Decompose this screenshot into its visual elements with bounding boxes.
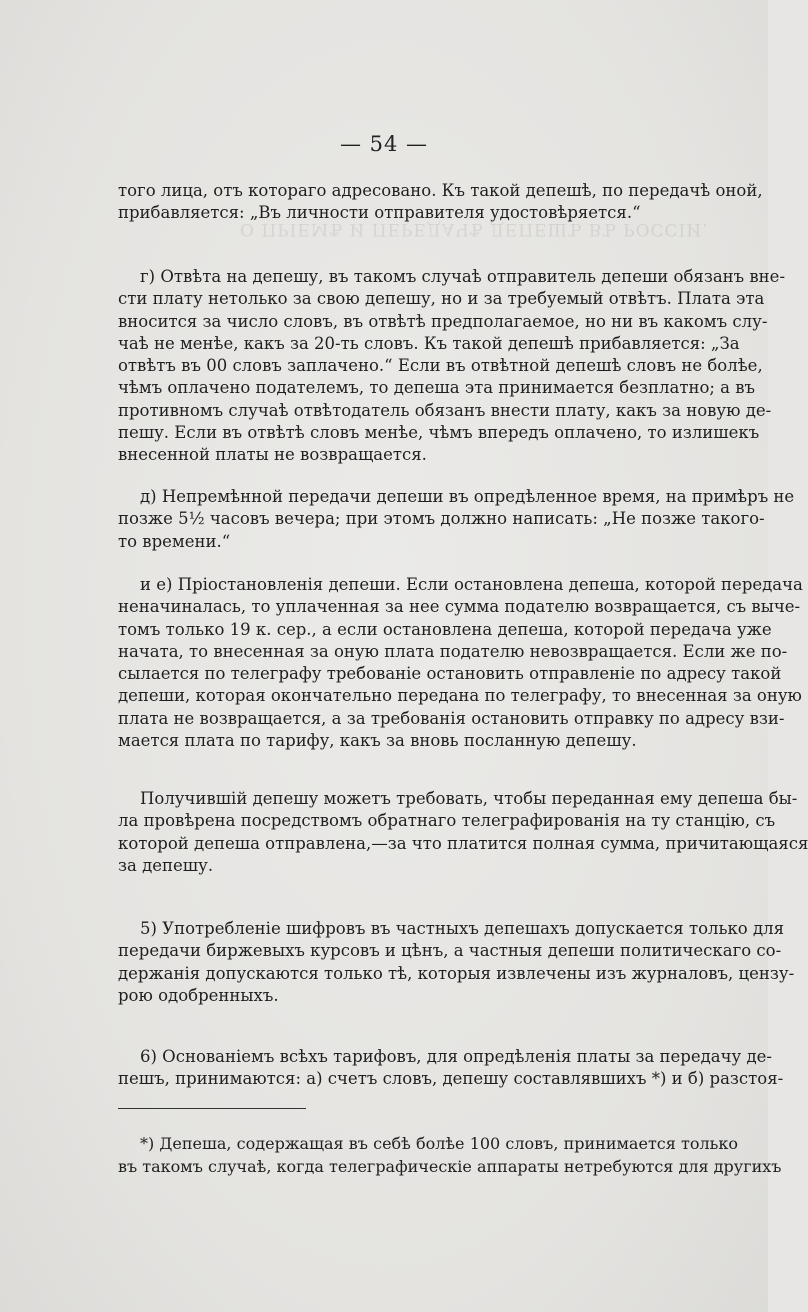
paragraph-3 [118,486,795,553]
text-line: чаѣ не менѣе, какъ за 20-ть словъ. Къ такой депешѣ прибавляется: „За [118,333,740,353]
text-line: за депешу. [118,855,214,875]
text-line: ла провѣрена посредствомъ обратнаго телеграфированія на ту станцію, съ [118,811,776,831]
text-line: сылается по телеграфу требованіе остановить отправленіе по адресу такой [118,664,782,684]
text-line: неначиналась, то уплаченная за нее сумма подателю возвращается, съ выче- [118,597,801,617]
text-line: прибавляется: „Въ личности отправителя удостовѣряется.“ [118,203,641,223]
paragraph-2 [118,266,786,467]
text-line: депеши, которая окончательно передана по телеграфу, то внесенная за оную [118,686,802,706]
text-line: передачи биржевыхъ курсовъ и цѣнъ, а частныя депеши политическаго со- [118,941,782,961]
paragraph-4 [118,574,803,752]
text-line: отвѣтъ въ 00 словъ заплачено.“ Если въ отвѣтной депешѣ словъ не болѣе, [118,356,763,376]
text-line: томъ только 19 к. сер., а если остановлена депеша, которой передача уже [118,619,772,639]
text-line: и е) Пріостановленія депеши. Если остановлена депеша, которой передача [140,575,803,594]
text-line: д) Непремѣнной передачи депеши въ опредѣленное время, на примѣръ не [140,487,795,506]
bleed-through-heading: О ПРІЕМѢ И ПЕРЕДАЧѢ ДЕПЕШЪ ВЪ РОССІИ. [240,219,709,239]
footnote [118,1132,782,1178]
paragraph-5 [118,788,808,877]
text-line: плата не возвращается, а за требованія остановить отправку по адресу взи- [118,708,785,728]
text-line: рою одобренныхъ. [118,985,279,1005]
text-line: вносится за число словъ, въ отвѣтѣ предполагаемое, но ни въ какомъ слу- [118,311,768,331]
text-line: противномъ случаѣ отвѣтодатель обязанъ внести плату, какъ за новую де- [118,400,772,420]
text-line: пешъ, принимаются: а) счетъ словъ, депешу составлявшихъ *) и б) разстоя- [118,1069,784,1089]
text-line: пешу. Если въ отвѣтѣ словъ менѣе, чѣмъ впередъ оплачено, то излишекъ [118,423,760,443]
page-number: — 54 — [339,132,429,156]
paragraph-1 [118,180,763,225]
text-line: мается плата по тарифу, какъ за вновь посланную депешу. [118,731,637,751]
footnote-divider [118,1108,306,1109]
text-line: 6) Основаніемъ всѣхъ тарифовъ, для опредѣленія платы за передачу де- [140,1047,772,1066]
text-line: чѣмъ оплачено подателемъ, то депеша эта принимается безплатно; а въ [118,378,756,398]
text-line: начата, то внесенная за оную плата подателю невозвращается. Если же по- [118,641,788,661]
paragraph-6 [118,918,795,1007]
text-line: г) Отвѣта на депешу, въ такомъ случаѣ отправитель депеши обязанъ вне- [140,267,786,286]
text-line: 5) Употребленіе шифровъ въ частныхъ депешахъ допускается только для [140,919,785,938]
text-line: сти плату нетолько за свою депешу, но и за требуемый отвѣтъ. Плата эта [118,289,765,309]
text-line: того лица, отъ котораго адресовано. Къ такой депешѣ, по передачѣ оной, [118,181,763,200]
text-line: держанія допускаются только тѣ, которыя извлечены изъ журналовъ, цензу- [118,963,795,983]
paragraph-7 [118,1046,784,1091]
text-line: которой депеша отправлена,—за что платится полная сумма, причитающаяся [118,833,808,853]
text-line: позже 5½ часовъ вечера; при этомъ должно написать: „Не позже такого- [118,509,765,529]
text-line: Получившій депешу можетъ требовать, чтобы переданная ему депеша бы- [140,789,798,808]
text-line: внесенной платы не возвращается. [118,445,427,465]
footnote-line: *) Депеша, содержащая въ себѣ болѣе 100 словъ, принимается только [140,1134,738,1153]
footnote-line: въ такомъ случаѣ, когда телеграфическіе аппараты нетребуются для другихъ [118,1157,782,1176]
text-line: то времени.“ [118,531,231,551]
